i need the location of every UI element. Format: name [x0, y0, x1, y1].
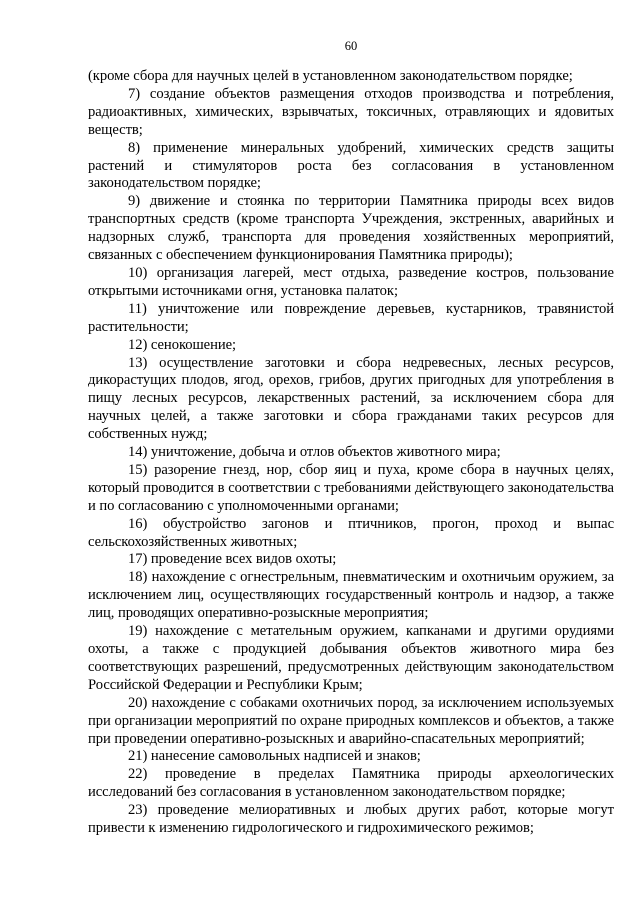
- paragraph-item-15: 15) разорение гнезд, нор, сбор яиц и пуха, кроме сбора в научных целях, который проводится в соответствии с требованиями действующего законодательства и по согласованию с уполномоченными органами;: [88, 461, 614, 514]
- paragraph-item-17: 17) проведение всех видов охоты;: [128, 551, 337, 568]
- page-number: 60: [344, 39, 358, 53]
- paragraph-item-8: 8) применение минеральных удобрений, химических средств защиты растений и стимуляторов роста без согласования в установленном законодательством порядке;: [88, 139, 614, 192]
- paragraph-continuation: (кроме сбора для научных целей в установленном законодательством порядке;: [88, 68, 573, 84]
- paragraph-item-12: 12) сенокошение;: [128, 336, 237, 353]
- paragraph-item-14: 14) уничтожение, добыча и отлов объектов животного мира;: [128, 444, 501, 461]
- paragraph-item-11: 11) уничтожение или повреждение деревьев, кустарников, травянистой растительности;: [88, 300, 614, 335]
- paragraph-item-16: 16) обустройство загонов и птичников, прогон, проход и выпас сельскохозяйственных животных;: [88, 515, 614, 550]
- paragraph-item-23: 23) проведение мелиоративных и любых других работ, которые могут привести к изменению гидрологического и гидрохимического режимов;: [88, 802, 614, 837]
- paragraph-item-18: 18) нахождение с огнестрельным, пневматическим и охотничьим оружием, за исключением лиц, осуществляющих государственный контроль и надзор, а также лиц, проводящих оперативно-розыскные мероприятия;: [88, 569, 614, 622]
- paragraph-item-7: 7) создание объектов размещения отходов производства и потребления, радиоактивных, химических, взрывчатых, токсичных, отравляющих и ядовитых веществ;: [88, 85, 614, 138]
- paragraph-item-10: 10) организация лагерей, мест отдыха, разведение костров, пользование открытыми источниками огня, установка палаток;: [88, 264, 614, 299]
- paragraph-item-9: 9) движение и стоянка по территории Памятника природы всех видов транспортных средств (кроме транспорта Учреждения, экстренных, аварийных и надзорных служб, транспорта для проведения хозяйственных мероприятий, связанных с обеспечением функционирования Памятника природы);: [88, 193, 614, 264]
- paragraph-item-21: 21) нанесение самовольных надписей и знаков;: [128, 748, 421, 765]
- paragraph-item-19: 19) нахождение с метательным оружием, капканами и другими орудиями охоты, а также с продукцией добывания объектов животного мира без соответствующих разрешений, предусмотренных действующим законодательством Российской Федерации и Республики Крым;: [88, 623, 614, 693]
- paragraph-item-22: 22) проведение в пределах Памятника природы археологических исследований без согласования в установленном законодательством порядке;: [88, 766, 614, 801]
- document-page: [88, 38, 614, 838]
- paragraph-item-13: 13) осуществление заготовки и сбора недревесных, лесных ресурсов, дикорастущих плодов, ягод, орехов, грибов, других пригодных для употребления в пищу лесных ресурсов, лекарственных растений, за исключением сбора для научных целей, а также заготовки и сбора гражданами таких ресурсов для собственных нужд;: [88, 354, 614, 443]
- paragraph-item-20: 20) нахождение с собаками охотничьих пород, за исключением используемых при организации мероприятий по охране природных комплексов и объектов, а также при проведении оперативно-розыскных и аварийно-спасательных мероприятий;: [88, 694, 614, 747]
